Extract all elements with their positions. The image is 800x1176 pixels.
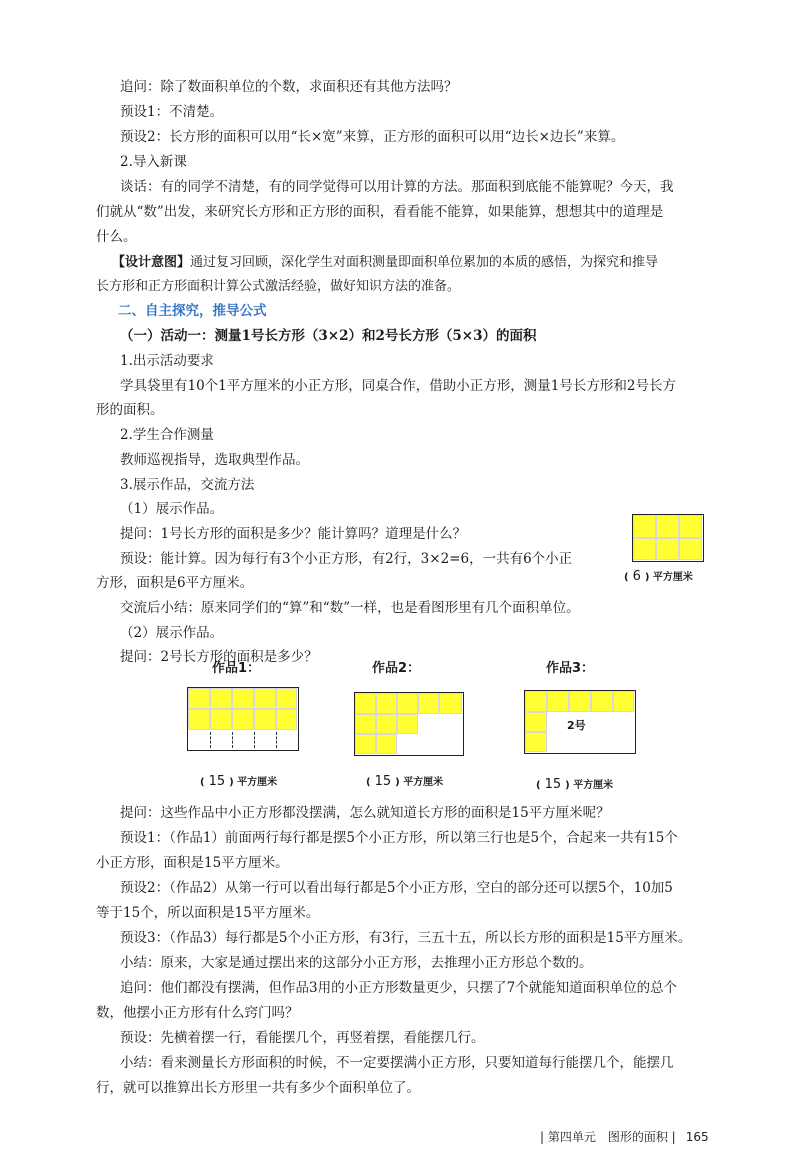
unit-square bbox=[210, 688, 232, 709]
unit-square bbox=[439, 693, 462, 714]
paren: ( bbox=[536, 780, 541, 791]
handwritten-answer: 6 bbox=[632, 569, 641, 584]
text-line: 预设：先横着摆一行，看能摆几个，再竖着摆，看能摆几行。 bbox=[120, 1030, 485, 1046]
work-2-caption bbox=[366, 773, 443, 789]
text-line: 教师巡视指导，选取典型作品。 bbox=[120, 452, 309, 468]
paren: ( bbox=[200, 777, 205, 788]
unit-square bbox=[633, 515, 656, 538]
text-line: 提问：1号长方形的面积是多少？能计算吗？道理是什么？ bbox=[120, 526, 467, 542]
dashed-line bbox=[210, 732, 211, 748]
unit-square bbox=[679, 538, 702, 560]
unit-square bbox=[569, 691, 591, 712]
paren: ) bbox=[644, 572, 650, 583]
unit-square bbox=[633, 538, 656, 560]
work-1-figure bbox=[187, 687, 299, 751]
page-number: 165 bbox=[685, 1130, 709, 1144]
text-line: 提问：这些作品中小正方形都没摆满，怎么就知道长方形的面积是15平方厘米呢？ bbox=[120, 805, 610, 821]
text-line: 小结：原来，大家是通过摆出来的这部分小正方形，去推理小正方形总个数的。 bbox=[120, 955, 593, 971]
work-3-label: 作品3： bbox=[546, 661, 595, 676]
text-line: 2.导入新课 bbox=[120, 154, 187, 170]
unit-square bbox=[525, 691, 547, 712]
text-line: 等于15个，所以面积是15平方厘米。 bbox=[96, 905, 320, 921]
text-line: 追问：除了数面积单位的个数，求面积还有其他方法吗？ bbox=[120, 79, 458, 95]
unit-square bbox=[376, 693, 397, 714]
unit-label: 平方厘米 bbox=[573, 780, 614, 791]
dashed-line bbox=[276, 732, 277, 748]
work-3-figure bbox=[524, 690, 636, 754]
unit-square bbox=[188, 709, 210, 730]
unit-square bbox=[397, 714, 418, 734]
work-2-label: 作品2： bbox=[372, 661, 421, 676]
text-line: 小结：看来测量长方形面积的时候，不一定要摆满小正方形，只要知道每行能摆几个，能摆几 bbox=[120, 1055, 674, 1071]
dashed-line bbox=[254, 732, 255, 748]
text-line: 行，就可以推算出长方形里一共有多少个面积单位了。 bbox=[96, 1080, 420, 1096]
rectangle-1-caption bbox=[624, 568, 693, 584]
unit-square bbox=[591, 691, 613, 712]
rectangle-2-label: 2号 bbox=[567, 719, 586, 732]
text-line: 3.展示作品，交流方法 bbox=[120, 477, 255, 493]
unit-square bbox=[276, 688, 297, 709]
unit-square bbox=[418, 693, 439, 714]
unit-square bbox=[355, 693, 376, 714]
unit-square bbox=[376, 714, 397, 734]
unit-square bbox=[210, 709, 232, 730]
text-line: 形的面积。 bbox=[96, 402, 164, 418]
text-line: 预设1：不清楚。 bbox=[120, 104, 224, 120]
text-line: 谈话：有的同学不清楚，有的同学觉得可以用计算的方法。那面积到底能不能算呢？今天，我 bbox=[120, 179, 674, 195]
unit-square bbox=[525, 732, 547, 752]
text-line: 1.出示活动要求 bbox=[120, 353, 214, 369]
text-line: 预设2：长方形的面积可以用“长×宽”来算，正方形的面积可以用“边长×边长”来算。 bbox=[120, 129, 625, 145]
unit-square bbox=[656, 515, 679, 538]
unit-square bbox=[232, 688, 254, 709]
page-footer bbox=[540, 1128, 709, 1145]
text-line: 预设3：（作品3）每行都是5个小正方形，有3行，三五十五，所以长方形的面积是15平方厘米。 bbox=[120, 930, 692, 946]
unit-square bbox=[376, 734, 397, 754]
unit-square bbox=[254, 709, 276, 730]
design-intent-text: 通过复习回顾，深化学生对面积测量即面积单位累加的本质的感悟，为探究和推导 bbox=[190, 255, 659, 270]
paren: ( bbox=[366, 777, 371, 788]
text-line: （1）展示作品。 bbox=[120, 501, 224, 517]
work-2-figure bbox=[354, 692, 464, 756]
paren: ) bbox=[395, 777, 400, 788]
unit-square bbox=[613, 691, 634, 712]
section-heading: 二、自主探究，推导公式 bbox=[118, 303, 267, 319]
text-line: 追问：他们都没有摆满，但作品3用的小正方形数量更少，只摆了7个就能知道面积单位的总个 bbox=[120, 980, 678, 996]
design-intent-tag: 【设计意图】 bbox=[112, 255, 191, 270]
unit-label: 平方厘米 bbox=[403, 777, 444, 788]
paren: ( bbox=[624, 572, 629, 583]
paren: ) bbox=[229, 777, 234, 788]
text-line: 预设：能计算。因为每行有3个小正方形，有2行，3×2=6，一共有6个小正 bbox=[120, 551, 573, 567]
text-line: 们就从“数”出发，来研究长方形和正方形的面积，看看能不能算，如果能算，想想其中的道理是 bbox=[96, 204, 664, 220]
unit-square bbox=[254, 688, 276, 709]
handwritten-answer: 15 bbox=[374, 774, 392, 789]
handwritten-answer: 15 bbox=[544, 777, 562, 792]
unit-label: 平方厘米 bbox=[652, 572, 693, 583]
unit-square bbox=[355, 714, 376, 734]
work-1-caption bbox=[200, 773, 277, 789]
unit-square bbox=[276, 709, 297, 730]
text-line: 提问：2号长方形的面积是多少？ bbox=[120, 649, 318, 665]
design-intent-line2: 长方形和正方形面积计算公式激活经验，做好知识方法的准备。 bbox=[96, 279, 461, 294]
dashed-line bbox=[232, 732, 233, 748]
text-line: 什么。 bbox=[96, 229, 137, 245]
unit-square bbox=[656, 538, 679, 560]
text-line: 预设1：（作品1）前面两行每行都是摆5个小正方形，所以第三行也是5个，合起来一共有15个 bbox=[120, 830, 678, 846]
paren: ) bbox=[565, 780, 570, 791]
text-line: 方形，面积是6平方厘米。 bbox=[96, 575, 254, 591]
text-line: 数，他摆小正方形有什么窍门吗？ bbox=[96, 1005, 299, 1021]
work-3-caption bbox=[536, 776, 613, 792]
text-line: 学具袋里有10个1平方厘米的小正方形，同桌合作，借助小正方形，测量1号长方形和2号长方 bbox=[120, 378, 676, 394]
text-line: 预设2：（作品2）从第一行可以看出每行都是5个小正方形，空白的部分还可以摆5个，10加5 bbox=[120, 880, 673, 896]
text-line: 小正方形，面积是15平方厘米。 bbox=[96, 855, 289, 871]
text-line: 2.学生合作测量 bbox=[120, 427, 214, 443]
text-line: （2）展示作品。 bbox=[120, 625, 224, 641]
unit-square bbox=[355, 734, 376, 754]
unit-square bbox=[525, 712, 547, 732]
activity-heading: （一）活动一：测量1号长方形（3×2）和2号长方形（5×3）的面积 bbox=[120, 328, 537, 344]
unit-square bbox=[232, 709, 254, 730]
unit-label: 平方厘米 bbox=[237, 777, 278, 788]
unit-square bbox=[679, 515, 702, 538]
work-1-label: 作品1： bbox=[212, 661, 261, 676]
unit-square bbox=[397, 693, 418, 714]
rectangle-1-figure bbox=[632, 514, 704, 562]
text-line: 交流后小结：原来同学们的“算”和“数”一样，也是看图形里有几个面积单位。 bbox=[120, 600, 580, 616]
design-intent-line1 bbox=[112, 254, 732, 272]
handwritten-answer: 15 bbox=[208, 774, 226, 789]
unit-square bbox=[547, 691, 569, 712]
unit-square bbox=[188, 688, 210, 709]
unit-title: | 第四单元 图形的面积 | bbox=[540, 1130, 676, 1144]
